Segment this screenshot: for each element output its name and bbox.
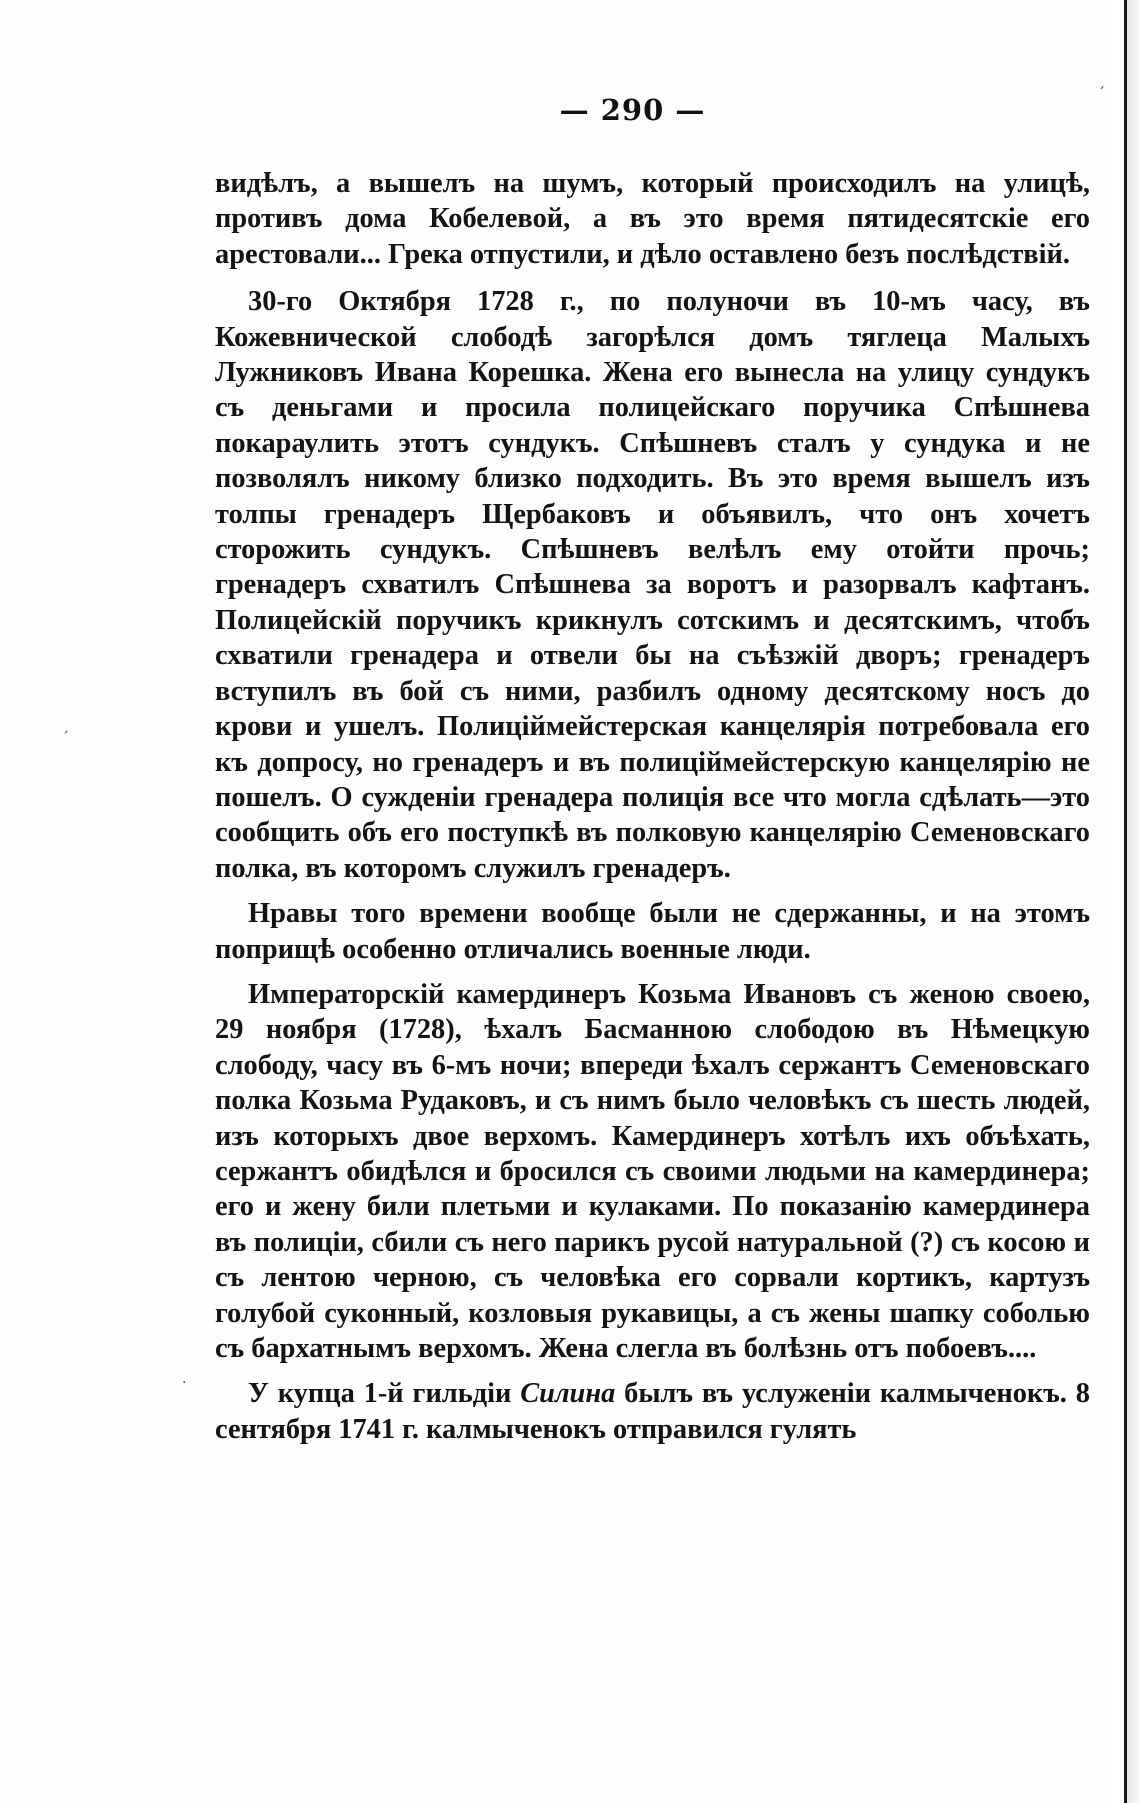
scan-speck: ´: [1098, 86, 1105, 102]
paragraph-text: былъ въ услуженіи калмыченокъ. 8 сентября 1741 г. калмыченокъ отправился гулять: [215, 1378, 1090, 1445]
paragraph: 30-го Октября 1728 г., по полуночи въ 10-мъ часу, въ Кожевнической слободѣ загорѣлся домъ тяглеца Малыхъ Лужниковъ Ивана Корешка. Жена его вынесла на улицу сундукъ съ деньгами и просила полицейскаго поручика Спѣшнева покараулить этотъ сундукъ. Спѣшневъ сталъ у сундука и не позволялъ никому близко подходить. Въ это время вышелъ изъ толпы гренадеръ Щербаковъ и объявилъ, что онъ хочетъ сторожить сундукъ. Спѣшневъ велѣлъ ему отойти прочь; гренадеръ схватилъ Спѣшнева за воротъ и разорвалъ кафтанъ. Полицейскій поручикъ крикнулъ сотскимъ и десятскимъ, чтобъ схватили гренадера и отвели бы на съѣзжій дворъ; гренадеръ вступилъ въ бой съ ними, разбилъ одному десятскому носъ до крови и ушелъ. Полиціймейстерская канцелярія потребовала его къ допросу, но гренадеръ и въ полиціймейстерскую канцелярію не пошелъ. О сужденіи гренадера полиція все что могла сдѣлать—это сообщить объ его поступкѣ въ полковую канцелярію Семеновскаго полка, въ которомъ служилъ гренадеръ.: [215, 286, 1090, 884]
merchant-name: Силина: [520, 1378, 616, 1410]
paragraph-text: У купца 1-й гильдіи: [248, 1378, 521, 1410]
page-number: — 290 —: [559, 93, 706, 127]
body-text: [215, 166, 1090, 1447]
paragraph: Нравы того времени вообще были не сдержанны, и на этомъ поприщѣ особенно отличались военные люди.: [215, 898, 1090, 965]
paragraph: видѣлъ, а вышелъ на шумъ, который происходилъ на улицѣ, противъ дома Кобелевой, а въ это время пятидесятскіе его арестовали... Грека отпустили, и дѣло оставлено безъ послѣдствій.: [215, 168, 1090, 270]
paragraph: [215, 1376, 1090, 1447]
paragraph: Императорскій камердинеръ Козьма Ивановъ съ женою своею, 29 ноября (1728), ѣхалъ Басманною слободою въ Нѣмецкую слободу, часу въ 6-мъ ночи; впереди ѣхалъ сержантъ Семеновскаго полка Козьма Рудаковъ, и съ нимъ было человѣкъ съ шесть людей, изъ которыхъ двое верхомъ. Камердинеръ хотѣлъ ихъ объѣхать, сержантъ обидѣлся и бросился съ своими людьми на камердинера; его и жену били плетьми и кулаками. По показанію камердинера въ полиціи, сбили съ него парикъ русой натуральной (?) съ косою и съ лентою черною, съ человѣка его сорвали кортикъ, картузъ голубой суконный, козловыя рукавицы, а съ жены шапку соболью съ бархатнымъ верхомъ. Жена слегла въ болѣзнь отъ побоевъ....: [215, 978, 1090, 1364]
scan-speck: ˏ: [62, 718, 69, 734]
scan-edge: [1114, 0, 1140, 1803]
scan-speck: ·: [182, 1375, 187, 1391]
